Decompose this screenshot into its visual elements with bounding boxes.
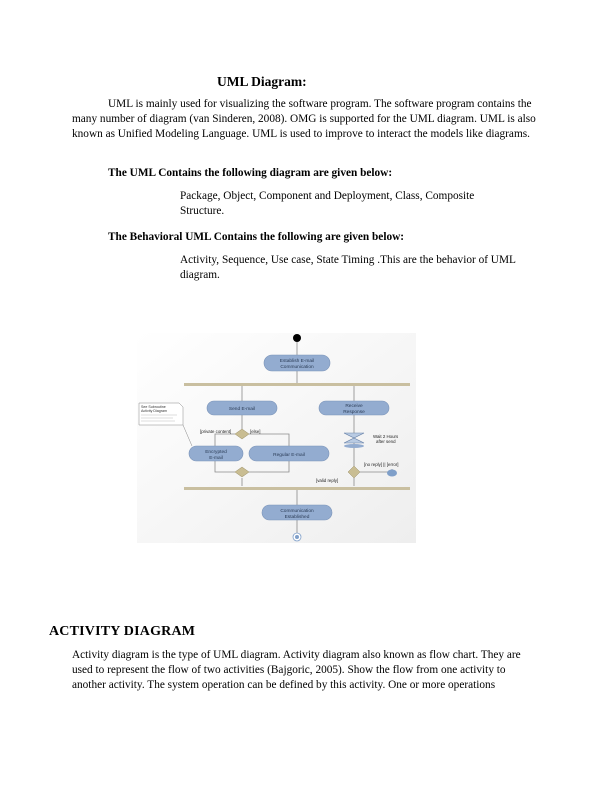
label-send-email: Send E-mail [228,407,256,412]
label-encrypted-2: E-mail [209,456,223,461]
action-encrypted-email [189,446,243,461]
fork-bar [184,383,410,386]
action-regular-email [249,446,329,461]
label-comm-2: Established [284,515,310,520]
guard-valid-reply: [valid reply] [316,478,339,483]
label-encrypted-1: Encrypted [205,450,227,455]
activity-paragraph: Activity diagram is the type of UML diagram. Activity diagram also known as flow chart. They are used to represent the flow of two activities (Bajgoric, 2005). Show the flow from one activity to another activity. The system operation can be defined by this activity. One or more operations [72,649,521,691]
label-wait-1: Wait 2 Hours [373,434,399,439]
guard-else: [else] [250,429,261,434]
behavioral-list: Activity, Sequence, Use case, State Timing .This are the behavior of UML diagram. [180,254,516,281]
label-comm-1: Communication [280,509,314,514]
label-regular-email: Regular E-mail [273,453,305,458]
label-wait-2: after send [376,439,396,444]
label-establish-1: Establish E-mail [279,359,315,364]
final-node [293,533,301,541]
label-receive-2: Response [343,410,365,415]
guard-no-reply: [no reply] || [error] [364,462,399,467]
action-establish [264,355,330,371]
page-title: UML Diagram: [217,74,307,89]
action-communication-established [262,505,332,520]
label-establish-2: Communication [280,365,314,370]
note-text-1: See Subroutine [141,405,166,409]
join-bar [184,487,410,490]
wait-bar [344,444,364,448]
initial-node [293,334,301,342]
action-receive-response [319,401,389,415]
intro-paragraph: UML is mainly used for visualizing the software program. The software program contains the many number of diagram (van Sinderen, 2008). OMG is supported for the UML diagram. UML is also known as Unified Modeling Language. UML is used to improve to interact the models like diagrams. [72,98,536,140]
behavioral-heading: The Behavioral UML Contains the following are given below: [108,231,405,243]
guard-private-content: [private content] [200,429,232,434]
action-send-email [207,401,277,415]
no-reply-flow-end [387,470,397,477]
section-heading: ACTIVITY DIAGRAM [49,624,196,639]
activity-diagram-figure [137,333,416,543]
note-text-2: Activity Diagram [141,409,167,413]
label-receive-1: Receive [345,404,363,409]
structural-list: Package, Object, Component and Deployment, Class, Composite Structure. [180,190,475,217]
structural-heading: The UML Contains the following diagram are given below: [108,167,393,179]
